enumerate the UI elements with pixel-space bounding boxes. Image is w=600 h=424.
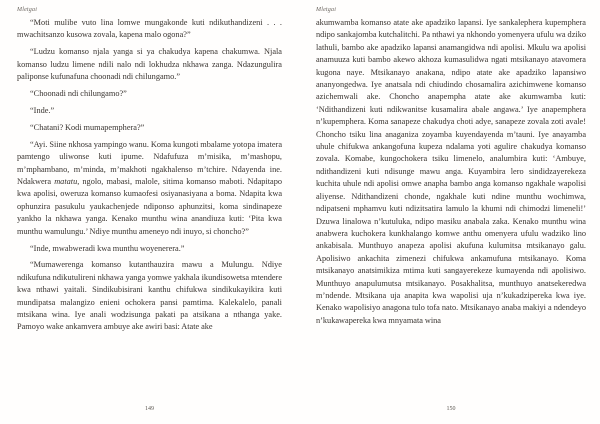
left-page <box>17 0 282 424</box>
running-header: Mletgai <box>17 7 38 13</box>
paragraph: “Inde.” <box>30 105 55 115</box>
paragraph: “Chatani? Kodi mumapemphera?” <box>30 122 145 132</box>
paragraph: “Moti mulibe vuto lina lomwe mungakonde kuti ndikuthandizeni . . . mwachitsanzo kusowa zovala, kapena malo ogona?” <box>17 18 282 40</box>
left-page-body <box>17 17 282 334</box>
page-number: 150 <box>446 406 456 412</box>
paragraph: “Choonadi ndi chilungamo?” <box>30 89 127 99</box>
paragraph-text: “Ayi. Siine nkhosa yampingo wanu. Koma kungoti mbalame yotopa imatera pamtengo uliwonse kuti ipume. Ndafufuza m’misika, m’mashopu, m’mphambano, m’minda, m’makhoti ngakhalenso m’tchire. Ndayenda ine. Ndakwera <box>17 139 282 186</box>
right-page <box>316 0 586 424</box>
italic-word: matatu <box>54 176 78 186</box>
right-page-body <box>316 17 586 327</box>
paragraph: “Ludzu komanso njala yanga si ya chakudya kapena chakumwa. Njala komanso ludzu limene ndili nalo ndi lokhudza nkhawa zanga. Ndazungulira paliponse kufunafuna choonadi ndi chilungamo.” <box>17 47 282 82</box>
paragraph: akumwamba komanso atate ake apadziko lapansi. Iye sankalephera kupemphera ndipo sankajomba kutchalitchi. Pa nthawi ya nkhondo yomenyera ufulu wa dziko lathuli, bambo ake apadziko lapansi anamangidwa ndi apolisi. Mkulu wa apolisi anamuuza kuti bambo akewo akhoza kumasulidwa ngati mtsikanayo atavomera kugona naye. Mtsikanayo anakana, ndipo atate ake apadziko lapansiwo ananyongedwa. Iye anatsala ndi chiudindo chosamalira azichimwene komanso azichemwali ake. Choncho anapempha atate ake akumwamba kuti: ‘Ndithandizeni kuti ndikwanitse kusamalira abale angawa.’ Iye anapemphera n’kupemphera. Koma sanapeze chakudya choti adye, sanapeze zovala zoti avale! Choncho tsiku lina anaganiza zoyamba kuyendayenda m’tauni. Iye anayamba uhule chifukwa ankangofuna kupeza ndalama yoti agulire chakudya komanso zovala. Komabe, kungochokera tsiku limenelo, analumbira kuti: ‘Ambuye, ndithandizeni kuti ndisunge mawu anga. Kuyambira lero sindidzayerekeza kuchita uhule ndi apolisi omwe anapha bambo anga komanso ngakhale wapolisi aliyense. Ndithandizeni chonde, ngakhale kuti ndine munthu wochimwa, ndipatseni mphamvu kuti ndizitsatira lamulo la khumi ndi chimodzi limeneli!’ Dzuwa linalowa n’kutuluka, ndipo masiku anabala zaka. Kenako munthu wina anabwera kuchokera kunkhalango komwe anthu omenyera ufulu wadziko lino ankabisala. Munthuyo anapeza apolisi akufuna kulumitsa mtsikanayo galu. Apolisiwo ankachita zimenezi chifukwa ankamufuna mtsikanayo. Koma mtsikanayo anatsimikiza mtima kuti sangayerekeze kumayenda ndi apolisiwo. Munthuyo anapulumutsa mtsikanayo. Posakhalitsa, munthuyo anatsekeredwa m’ndende. Mtsikana uja anapita kwa wapolisi uja n’kukadzipereka kwa iye. Kenako wapolisiyo anagona tulo tofa nato. Mtsikanayo anaba makiyi a ndendeyo n’kukawapereka kwa mnyamata wina <box>316 18 586 325</box>
paragraph: “Mumawerenga komanso kutanthauzira mawu a Mulungu. Ndiye ndikufuna ndikutulireni nkhawa yanga yomwe yakhala ikundisowetsa mtendere kwa nthawi yaitali. Sindikubisirani kanthu chifukwa sindikukayikira kuti mundipatsa malangizo enieni ochokera pansi pamtima. Kalekalelo, panali mtsikana wina. Iye anali wodzisunga pakati pa atsikana a nthanga yake. Pamoyo wake ankamvera ambuye ake awiri basi: Atate ake <box>17 260 282 332</box>
page-number: 149 <box>145 406 154 412</box>
paragraph-text: , ngolo, mabasi, malole, sitima komanso maboti. Ndapitapo kwa apolisi, oweruza komanso kumaofesi osiyanasiyana a boma. Ndapita kwa ophunzira pasukulu yaukachenjede ndiponso aphunzitsi, koma sindinapeze yankho la nkhawa yanga. Kenako munthu wina anandiuza kuti: ‘Pita kwa munthu wamulungu.’ Ndiye munthu ameneyo ndi inuyo, si choncho?” <box>17 176 283 236</box>
paragraph: “Inde, mwabweradi kwa munthu woyenerera.” <box>30 243 185 253</box>
running-header: Mletgai <box>316 7 337 13</box>
paragraph <box>17 139 282 238</box>
